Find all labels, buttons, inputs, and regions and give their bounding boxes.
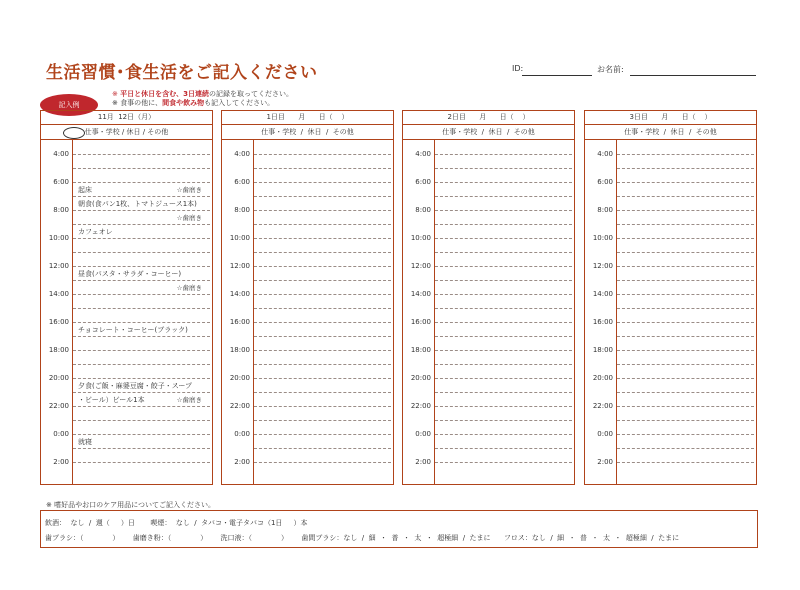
grid-line bbox=[254, 462, 391, 463]
grid-line bbox=[73, 210, 210, 211]
grid-line bbox=[254, 210, 391, 211]
grid-line bbox=[73, 392, 210, 393]
grid-line bbox=[617, 182, 754, 183]
grid-line bbox=[617, 196, 754, 197]
entry-note: ☆歯磨き bbox=[176, 396, 202, 404]
grid-line bbox=[435, 406, 572, 407]
grid-line bbox=[73, 196, 210, 197]
grid-line bbox=[435, 350, 572, 351]
entry-text: 就寝 bbox=[78, 438, 92, 446]
entry-text: 起床 bbox=[78, 186, 92, 194]
grid-line bbox=[617, 252, 754, 253]
grid-line bbox=[617, 336, 754, 337]
grid-line bbox=[73, 462, 210, 463]
time-label: 18:00 bbox=[48, 346, 69, 354]
time-label: 16:00 bbox=[410, 318, 431, 326]
name-field[interactable] bbox=[630, 75, 756, 76]
grid-line bbox=[73, 434, 210, 435]
time-label: 14:00 bbox=[410, 290, 431, 298]
entry-text: カフェオレ bbox=[78, 228, 113, 236]
grid-line bbox=[435, 420, 572, 421]
grid-line bbox=[435, 462, 572, 463]
time-label: 20:00 bbox=[48, 374, 69, 382]
time-label: 2:00 bbox=[234, 458, 250, 466]
grid-line bbox=[254, 406, 391, 407]
grid-line bbox=[254, 238, 391, 239]
grid-line bbox=[617, 280, 754, 281]
time-label: 12:00 bbox=[229, 262, 250, 270]
time-label: 16:00 bbox=[48, 318, 69, 326]
note-line-2: ※ 食事の他に、間食や飲み物も記入してください。 bbox=[112, 99, 275, 107]
time-label: 14:00 bbox=[592, 290, 613, 298]
grid-line bbox=[435, 448, 572, 449]
day-3-column[interactable] bbox=[584, 110, 757, 485]
grid-line bbox=[617, 210, 754, 211]
grid-line bbox=[73, 322, 210, 323]
time-label: 4:00 bbox=[234, 150, 250, 158]
grid-line bbox=[254, 322, 391, 323]
grid-line bbox=[254, 294, 391, 295]
grid-line bbox=[435, 252, 572, 253]
time-label: 12:00 bbox=[410, 262, 431, 270]
grid-line bbox=[254, 168, 391, 169]
grid-line bbox=[73, 406, 210, 407]
time-label: 14:00 bbox=[48, 290, 69, 298]
oral-care-row[interactable]: 歯ブラシ：（ ） 歯磨き粉：（ ） 洗口液：（ ） 歯間ブラシ：なし / 細 ・ 普 ・ 太 ・ 超極細 / たまに フロス：なし / 細 ・ 普 ・ 太 ・ 超極細 / たまに bbox=[45, 534, 680, 542]
entry-text: チョコレート・コーヒー(ブラック) bbox=[78, 326, 188, 334]
time-label: 22:00 bbox=[592, 402, 613, 410]
time-divider bbox=[72, 140, 73, 484]
grid-line bbox=[435, 266, 572, 267]
grid-line bbox=[254, 378, 391, 379]
grid-line bbox=[435, 154, 572, 155]
id-label: ID: bbox=[512, 64, 524, 73]
grid-line bbox=[435, 434, 572, 435]
time-label: 0:00 bbox=[53, 430, 69, 438]
grid-line bbox=[254, 434, 391, 435]
time-label: 14:00 bbox=[229, 290, 250, 298]
footer-note: ※ 嗜好品やお口のケア用品についてご記入ください。 bbox=[46, 501, 215, 509]
grid-line bbox=[435, 336, 572, 337]
name-label: お名前: bbox=[597, 65, 624, 74]
time-label: 18:00 bbox=[592, 346, 613, 354]
time-label: 6:00 bbox=[53, 178, 69, 186]
grid-line bbox=[617, 224, 754, 225]
grid-line bbox=[617, 350, 754, 351]
grid-line bbox=[254, 364, 391, 365]
grid-line bbox=[254, 252, 391, 253]
grid-line bbox=[435, 378, 572, 379]
time-label: 16:00 bbox=[592, 318, 613, 326]
grid-line bbox=[617, 420, 754, 421]
grid-line bbox=[73, 448, 210, 449]
grid-line bbox=[254, 392, 391, 393]
grid-line bbox=[435, 322, 572, 323]
column-day-type[interactable]: 仕事・学校 / 休日 / その他 bbox=[585, 125, 756, 140]
entry-text: 夕食(ご飯・麻婆豆腐・餃子・スープ bbox=[78, 382, 193, 390]
grid-line bbox=[73, 364, 210, 365]
entry-text: ・ビール）ビール1本 bbox=[78, 396, 145, 404]
time-divider bbox=[434, 140, 435, 484]
grid-line bbox=[617, 462, 754, 463]
time-label: 10:00 bbox=[592, 234, 613, 242]
grid-line bbox=[617, 294, 754, 295]
grid-line bbox=[73, 350, 210, 351]
grid-line bbox=[73, 266, 210, 267]
grid-line bbox=[435, 364, 572, 365]
time-label: 20:00 bbox=[592, 374, 613, 382]
grid-line bbox=[617, 322, 754, 323]
time-label: 2:00 bbox=[415, 458, 431, 466]
time-label: 12:00 bbox=[48, 262, 69, 270]
entry-note: ☆歯磨き bbox=[176, 284, 202, 292]
footer-box bbox=[40, 510, 758, 548]
time-label: 2:00 bbox=[53, 458, 69, 466]
grid-line bbox=[73, 154, 210, 155]
time-label: 0:00 bbox=[234, 430, 250, 438]
grid-line bbox=[73, 252, 210, 253]
grid-line bbox=[617, 434, 754, 435]
grid-line bbox=[435, 294, 572, 295]
grid-line bbox=[73, 224, 210, 225]
grid-line bbox=[617, 308, 754, 309]
time-label: 0:00 bbox=[415, 430, 431, 438]
grid-line bbox=[254, 336, 391, 337]
grid-line bbox=[254, 350, 391, 351]
time-label: 10:00 bbox=[48, 234, 69, 242]
time-label: 6:00 bbox=[597, 178, 613, 186]
grid-line bbox=[435, 168, 572, 169]
day-1-column[interactable] bbox=[221, 110, 394, 485]
column-date[interactable]: 2日目 月 日（ ） bbox=[403, 111, 574, 125]
grid-line bbox=[617, 154, 754, 155]
id-field[interactable] bbox=[522, 75, 592, 76]
example-day-column bbox=[40, 110, 213, 485]
grid-line bbox=[435, 280, 572, 281]
column-day-type[interactable]: 仕事・学校 / 休日 / その他 bbox=[222, 125, 393, 140]
time-label: 20:00 bbox=[229, 374, 250, 382]
grid-line bbox=[254, 154, 391, 155]
grid-line bbox=[73, 280, 210, 281]
time-label: 8:00 bbox=[53, 206, 69, 214]
time-label: 8:00 bbox=[597, 206, 613, 214]
grid-line bbox=[254, 308, 391, 309]
time-label: 12:00 bbox=[592, 262, 613, 270]
time-label: 22:00 bbox=[48, 402, 69, 410]
grid-line bbox=[73, 308, 210, 309]
grid-line bbox=[254, 266, 391, 267]
time-label: 8:00 bbox=[415, 206, 431, 214]
column-date: 11月 12日（月） bbox=[41, 111, 212, 125]
time-label: 2:00 bbox=[597, 458, 613, 466]
grid-line bbox=[435, 210, 572, 211]
time-label: 6:00 bbox=[415, 178, 431, 186]
time-label: 22:00 bbox=[229, 402, 250, 410]
grid-line bbox=[73, 168, 210, 169]
grid-line bbox=[73, 336, 210, 337]
time-label: 20:00 bbox=[410, 374, 431, 382]
grid-line bbox=[617, 266, 754, 267]
example-badge: 記入例 bbox=[40, 94, 98, 116]
grid-line bbox=[435, 224, 572, 225]
time-label: 18:00 bbox=[410, 346, 431, 354]
grid-line bbox=[617, 378, 754, 379]
grid-line bbox=[73, 294, 210, 295]
grid-line bbox=[435, 196, 572, 197]
column-date[interactable]: 3日目 月 日（ ） bbox=[585, 111, 756, 125]
grid-line bbox=[617, 448, 754, 449]
grid-line bbox=[254, 196, 391, 197]
note-line-1: ※ 平日と休日を含む、3日連続の記録を取ってください。 bbox=[112, 90, 293, 98]
time-divider bbox=[616, 140, 617, 484]
grid-line bbox=[617, 364, 754, 365]
entry-text: 朝食(食パン1枚、トマトジュース1本) bbox=[78, 200, 197, 208]
time-label: 8:00 bbox=[234, 206, 250, 214]
time-label: 16:00 bbox=[229, 318, 250, 326]
grid-line bbox=[617, 392, 754, 393]
time-divider bbox=[253, 140, 254, 484]
grid-line bbox=[254, 280, 391, 281]
time-label: 22:00 bbox=[410, 402, 431, 410]
grid-line bbox=[617, 238, 754, 239]
time-label: 4:00 bbox=[53, 150, 69, 158]
time-label: 0:00 bbox=[597, 430, 613, 438]
column-day-type[interactable]: 仕事・学校 / 休日 / その他 bbox=[403, 125, 574, 140]
grid-line bbox=[617, 406, 754, 407]
grid-line bbox=[435, 182, 572, 183]
grid-line bbox=[435, 308, 572, 309]
form-title: 生活習慣･食生活をご記入ください bbox=[46, 63, 318, 83]
time-label: 6:00 bbox=[234, 178, 250, 186]
grid-line bbox=[254, 448, 391, 449]
column-day-type: 仕事・学校 / 休日 / その他 bbox=[41, 125, 212, 140]
entry-note: ☆歯磨き bbox=[176, 186, 202, 194]
grid-line bbox=[435, 392, 572, 393]
grid-line bbox=[73, 182, 210, 183]
column-date[interactable]: 1日目 月 日（ ） bbox=[222, 111, 393, 125]
grid-line bbox=[254, 420, 391, 421]
grid-line bbox=[435, 238, 572, 239]
grid-line bbox=[73, 238, 210, 239]
grid-line bbox=[254, 224, 391, 225]
entry-note: ☆歯磨き bbox=[176, 214, 202, 222]
grid-line bbox=[73, 378, 210, 379]
grid-line bbox=[254, 182, 391, 183]
grid-line bbox=[617, 168, 754, 169]
time-label: 4:00 bbox=[415, 150, 431, 158]
entry-text: 昼食(パスタ・サラダ・コーヒー) bbox=[78, 270, 182, 278]
time-label: 10:00 bbox=[410, 234, 431, 242]
time-label: 4:00 bbox=[597, 150, 613, 158]
drinking-smoking-row[interactable]: 飲酒： なし / 週（ ）日 喫煙： なし / タバコ・電子タバコ（1日 ）本 bbox=[45, 519, 308, 527]
grid-line bbox=[73, 420, 210, 421]
time-label: 18:00 bbox=[229, 346, 250, 354]
time-label: 10:00 bbox=[229, 234, 250, 242]
day-2-column[interactable] bbox=[402, 110, 575, 485]
